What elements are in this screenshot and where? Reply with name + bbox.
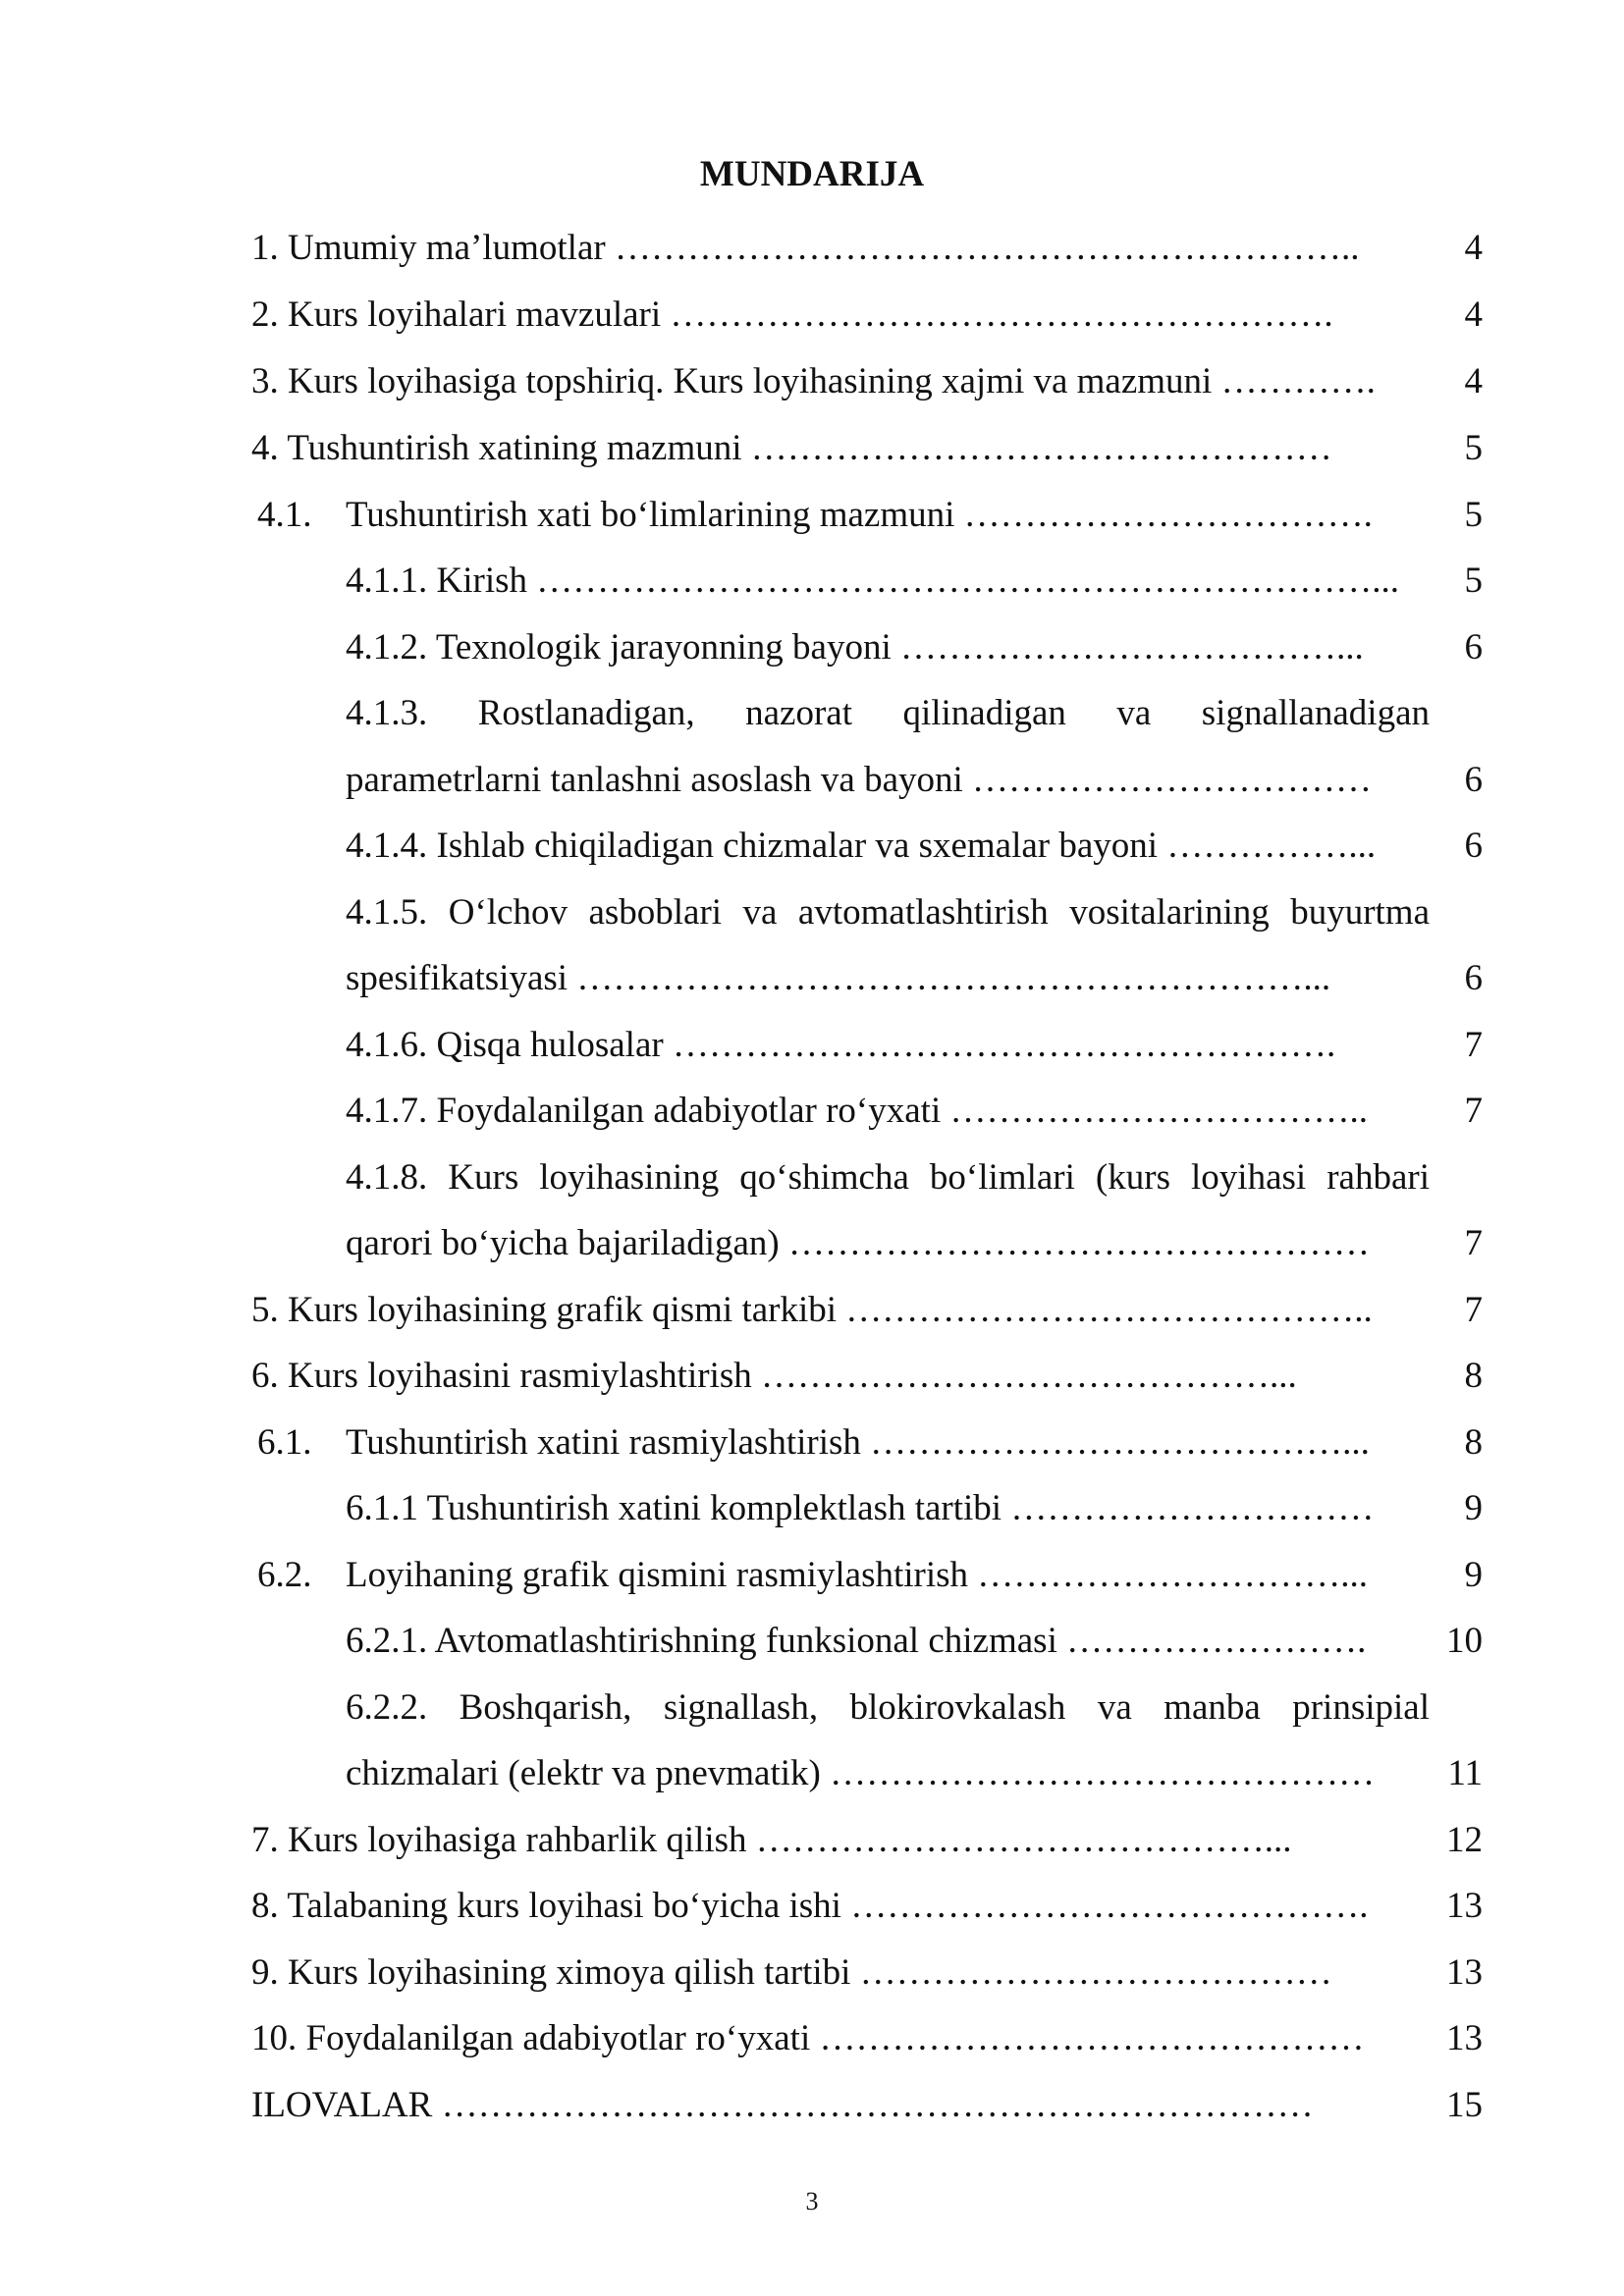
toc-page-ilovalar: 15 — [1446, 2085, 1483, 2125]
toc-number-6-1: 6.1. — [257, 1422, 312, 1463]
toc-entry-6-2[interactable]: Loyihaning grafik qismini rasmiylashtirish …………………………... — [346, 1555, 1369, 1595]
toc-entry-4-1-7[interactable]: 4.1.7. Foydalanilgan adabiyotlar ro‘yxati …………………………….. — [346, 1091, 1368, 1131]
toc-page-6-2-1: 10 — [1446, 1621, 1483, 1661]
toc-page-6-2-2: 11 — [1447, 1753, 1483, 1793]
toc-entry-5[interactable]: 5. Kurs loyihasining grafik qismi tarkibi …………………………………….. — [251, 1290, 1373, 1330]
toc-entry-4-1-3[interactable]: 4.1.3. Rostlanadigan, nazorat qilinadigan va signallanadigan — [346, 693, 1430, 733]
toc-entry-3[interactable]: 3. Kurs loyihasiga topshiriq. Kurs loyihasining xajmi va mazmuni …………. — [251, 361, 1376, 401]
toc-entry-6-2-2[interactable]: 6.2.2. Boshqarish, signallash, blokirovkalash va manba prinsipial — [346, 1687, 1430, 1728]
toc-page-4-1: 5 — [1464, 495, 1483, 535]
toc-entry-4-1-1[interactable]: 4.1.1. Kirish ……………………………………………………………... — [346, 561, 1399, 601]
toc-page-4-1-3: 6 — [1464, 760, 1483, 800]
toc-page-6-1: 8 — [1464, 1422, 1483, 1463]
toc-entry-ilovalar[interactable]: ILOVALAR ……………………………………………………………… — [251, 2085, 1314, 2125]
toc-page-4-1-7: 7 — [1464, 1091, 1483, 1131]
toc-entry-10[interactable]: 10. Foydalanilgan adabiyotlar ro‘yxati ……………………………………… — [251, 2018, 1365, 2058]
toc-entry-6-1[interactable]: Tushuntirish xatini rasmiylashtirish …………………………………... — [346, 1422, 1370, 1463]
toc-page-4-1-8: 7 — [1464, 1223, 1483, 1263]
toc-page-6: 8 — [1464, 1356, 1483, 1396]
toc-number-4-1: 4.1. — [257, 495, 312, 535]
toc-entry-4-1-4[interactable]: 4.1.4. Ishlab chiqiladigan chizmalar va sxemalar bayoni ……………... — [346, 826, 1377, 866]
toc-page-4-1-4: 6 — [1464, 826, 1483, 866]
toc-entry-6[interactable]: 6. Kurs loyihasini rasmiylashtirish ……………………………………... — [251, 1356, 1297, 1396]
toc-page-4-1-5: 6 — [1464, 958, 1483, 998]
toc-page-8: 13 — [1446, 1886, 1483, 1926]
toc-entry-4[interactable]: 4. Tushuntirish xatining mazmuni ………………………………………… — [251, 428, 1332, 468]
toc-page-2: 4 — [1464, 294, 1483, 335]
toc-page-10: 13 — [1446, 2018, 1483, 2058]
toc-page-1: 4 — [1464, 228, 1483, 268]
toc-entry-4-1-5-cont[interactable]: spesifikatsiyasi ……………………………………………………... — [346, 958, 1331, 998]
toc-entry-7[interactable]: 7. Kurs loyihasiga rahbarlik qilish ……………………………………... — [251, 1820, 1292, 1860]
toc-page-4-1-6: 7 — [1464, 1025, 1483, 1065]
toc-page-7: 12 — [1446, 1820, 1483, 1860]
toc-entry-4-1[interactable]: Tushuntirish xati bo‘limlarining mazmuni ……………………………. — [346, 495, 1373, 535]
toc-entry-4-1-8[interactable]: 4.1.8. Kurs loyihasining qo‘shimcha bo‘limlari (kurs loyihasi rahbari — [346, 1157, 1430, 1198]
toc-entry-8[interactable]: 8. Talabaning kurs loyihasi bo‘yicha ishi ……………………………………. — [251, 1886, 1369, 1926]
toc-entry-4-1-6[interactable]: 4.1.6. Qisqa hulosalar ………………………………………………. — [346, 1025, 1336, 1065]
toc-number-6-2: 6.2. — [257, 1555, 312, 1595]
toc-page-4-1-2: 6 — [1464, 627, 1483, 667]
toc-entry-4-1-8-cont[interactable]: qarori bo‘yicha bajariladigan) ………………………………………… — [346, 1223, 1370, 1263]
toc-page-3: 4 — [1464, 361, 1483, 401]
toc-entry-6-1-1[interactable]: 6.1.1 Tushuntirish xatini komplektlash tartibi ………………………… — [346, 1488, 1375, 1528]
toc-page-6-1-1: 9 — [1464, 1488, 1483, 1528]
page-number: 3 — [805, 2187, 819, 2216]
toc-entry-4-1-3-cont[interactable]: parametrlarni tanlashni asoslash va bayoni …………………………… — [346, 760, 1373, 800]
toc-entry-4-1-2[interactable]: 4.1.2. Texnologik jarayonning bayoni ………………………………... — [346, 627, 1364, 667]
toc-page-6-2: 9 — [1464, 1555, 1483, 1595]
toc-page-4-1-1: 5 — [1464, 561, 1483, 601]
toc-page-4: 5 — [1464, 428, 1483, 468]
toc-entry-6-2-2-cont[interactable]: chizmalari (elektr va pnevmatik) ……………………………………… — [346, 1753, 1376, 1793]
toc-entry-9[interactable]: 9. Kurs loyihasining ximoya qilish tartibi ………………………………… — [251, 1952, 1332, 1993]
toc-entry-4-1-5[interactable]: 4.1.5. O‘lchov asboblari va avtomatlashtirish vositalarining buyurtma — [346, 892, 1430, 933]
toc-entry-1[interactable]: 1. Umumiy ma’lumotlar …………………………………………………….. — [251, 228, 1360, 268]
toc-entry-6-2-1[interactable]: 6.2.1. Avtomatlashtirishning funksional chizmasi ……………………. — [346, 1621, 1367, 1661]
toc-page-9: 13 — [1446, 1952, 1483, 1993]
toc-title: MUNDARIJA — [699, 154, 925, 194]
toc-page-5: 7 — [1464, 1290, 1483, 1330]
toc-entry-2[interactable]: 2. Kurs loyihalari mavzulari ………………………………………………. — [251, 294, 1333, 335]
